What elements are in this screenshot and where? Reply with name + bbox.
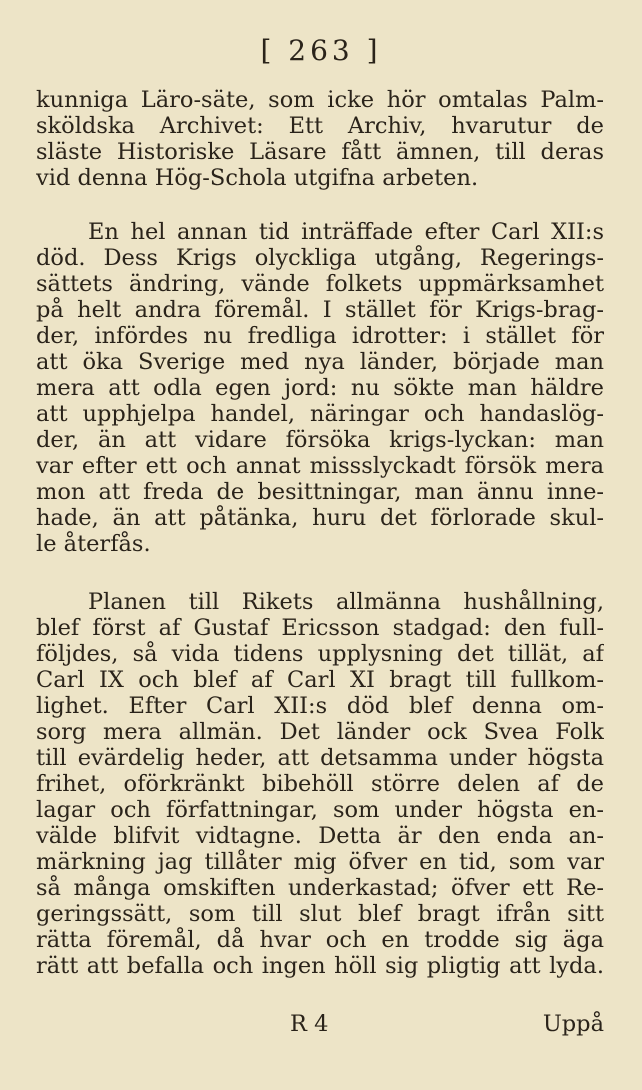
text-line: att öka Sverige med nya länder, började man [36,349,604,375]
text-line: sättets ändring, vände folkets uppmärksamhet [36,271,604,297]
text-line: geringssätt, som till slut blef bragt ifrån sitt [36,901,604,927]
text-line: märkning jag tillåter mig öfver en tid, som var [36,849,604,875]
text-line: blef först af Gustaf Ericsson stadgad: den full- [36,615,604,641]
page-footer [36,1010,604,1038]
text-line: var efter ett och annat missslyckadt försök mera [36,453,604,479]
text-line: lighet. Efter Carl XII:s död blef denna om- [36,693,604,719]
text-line: Carl IX och blef af Carl XI bragt till fullkom- [36,667,604,693]
text-line: välde blifvit vidtagne. Detta är den enda an- [36,823,604,849]
catchword: Uppå [542,1011,604,1037]
text-line: le återfås. [36,531,151,557]
text-line: sköldska Archivet: Ett Archiv, hvarutur de [36,113,604,139]
text-line: så många omskiften underkastad; öfver ett Re- [36,875,604,901]
text-line: kunniga Läro-säte, som icke hör omtalas Palm- [36,87,604,113]
text-line: lagar och författningar, som under högsta en- [36,797,604,823]
text-line: rätta föremål, då hvar och en trodde sig äga [36,927,604,953]
text-line: En hel annan tid inträffade efter Carl XII:s [88,219,604,245]
text-line: mera att odla egen jord: nu sökte man häldre [36,375,604,401]
text-line: rätt att befalla och ingen höll sig pligtig att lyda. [36,953,604,979]
text-line: mon att freda de besittningar, man ännu inne- [36,479,604,505]
text-line: död. Dess Krigs olyckliga utgång, Regerings- [36,245,604,271]
text-line: följdes, så vida tidens upplysning det tillät, af [36,641,604,667]
text-line: hade, än att påtänka, huru det förlorade skul- [36,505,604,531]
text-line: att upphjelpa handel, näringar och handaslög- [36,401,604,427]
text-line: sorg mera allmän. Det länder ock Svea Folk [36,719,604,745]
text-line: släste Historiske Läsare fått ämnen, till deras [36,139,604,165]
text-line: på helt andra föremål. I stället för Krigs-brag- [36,297,604,323]
text-line: Planen till Rikets allmänna hushållning, [88,589,604,615]
page-number: [ 263 ] [260,34,382,67]
text-line: vid denna Hög-Schola utgifna arbeten. [36,165,479,191]
text-line: der, än att vidare försöka krigs-lyckan: man [36,427,604,453]
text-line: frihet, oförkränkt bibehöll större delen af de [36,771,604,797]
text-line: till evärdelig heder, att detsamma under högsta [36,745,604,771]
signature-mark: R 4 [290,1011,329,1037]
text-line: der, infördes nu fredliga idrotter: i stället för [36,323,604,349]
